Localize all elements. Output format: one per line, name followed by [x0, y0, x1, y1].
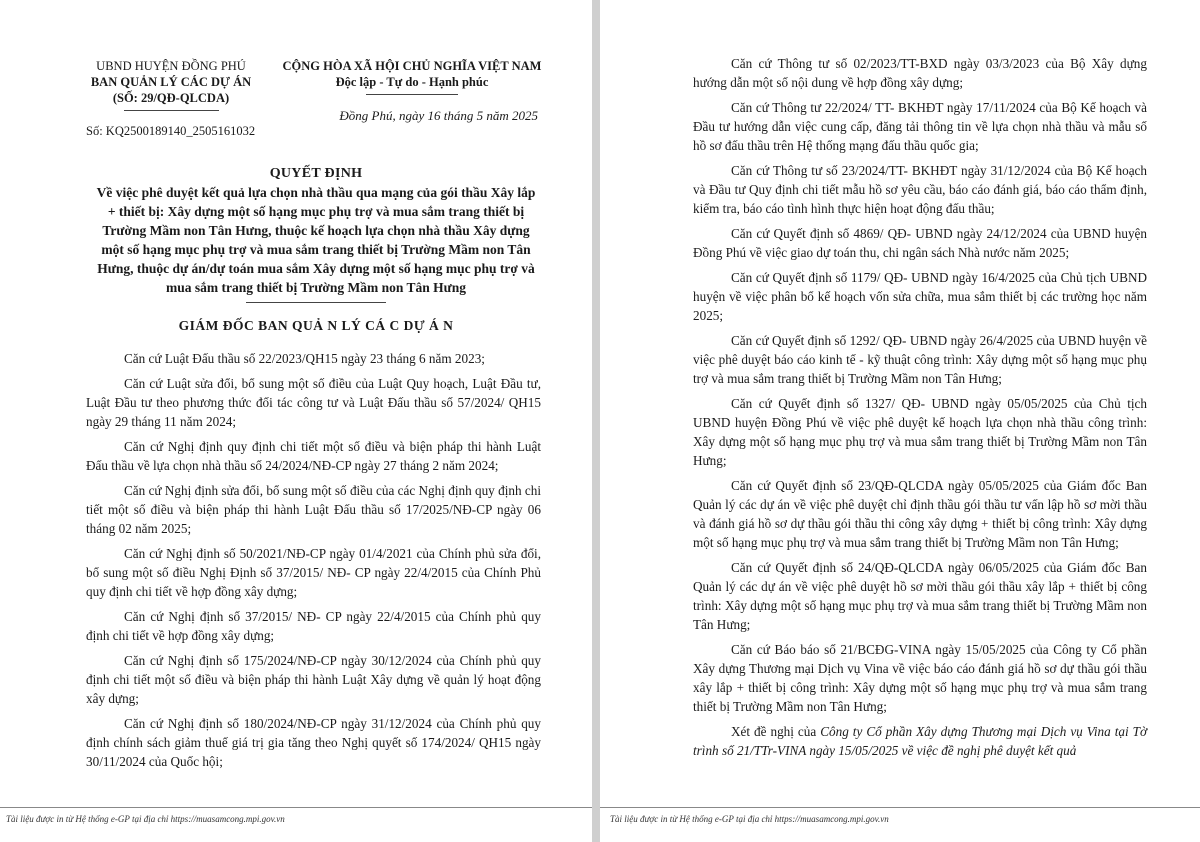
paragraph: Căn cứ Luật sửa đổi, bổ sung một số điều của Luật Quy hoạch, Luật Đầu tư, Luật Đầu tư theo phương thức đối tác công tư và Luật Đấu thầu số 57/2024/ QH15 ngày 29 tháng 11 năm 2024;	[86, 376, 541, 429]
paragraph: Căn cứ Nghị định sửa đổi, bổ sung một số điều của các Nghị định quy định chi tiết một số điều và biện pháp thi hành Luật Đấu thầu số 17/2025/NĐ-CP ngày 06 tháng 02 năm 2025;	[86, 483, 541, 536]
closing-paragraph	[693, 722, 1147, 760]
paragraph: Căn cứ Nghị định số 180/2024/NĐ-CP ngày 31/12/2024 của Chính phủ quy định chính sách giảm thuế giá trị gia tăng theo Nghị quyết số 174/2024/ QH15 ngày 30/11/2024 của Quốc hội;	[86, 716, 541, 769]
decision-subject: Về việc phê duyệt kết quả lựa chọn nhà thầu qua mạng của gói thầu Xây lắp + thiết bị: Xây dựng một số hạng mục phụ trợ và mua sắm trang thiết bị Trường Mầm non Tân Hưng, thuộc kế hoạch lựa chọn nhà thầu Xây dựng một số hạng mục phụ trợ và mua sắm trang thiết bị Trường Mầm non Tân Hưng, thuộc dự án/dự toán mua sắm Xây dựng một số hạng mục phụ trợ và mua sắm trang thiết bị Trường Mầm non Tân Hưng	[96, 185, 536, 295]
footer-divider	[0, 807, 592, 808]
decision-heading: QUYẾT ĐỊNH	[269, 166, 363, 181]
nation-line-2: Độc lập - Tự do - Hạnh phúc	[335, 75, 489, 89]
paragraph: Căn cứ Quyết định số 1292/ QĐ- UBND ngày 26/4/2025 của UBND huyện về việc phê duyệt báo cáo kinh tế - kỹ thuật công trình: Xây dựng một số hạng mục phụ trợ và mua sắm trang thiết bị Trường Mầm non Tân Hưng;	[693, 333, 1147, 386]
paragraph: Căn cứ Nghị định số 37/2015/ NĐ- CP ngày 22/4/2015 của Chính phủ quy định chi tiết về hợp đồng xây dựng;	[86, 609, 541, 643]
page-gutter	[592, 0, 600, 842]
paragraph: Căn cứ Quyết định số 1179/ QĐ- UBND ngày 16/4/2025 của Chủ tịch UBND huyện về việc phân bổ kế hoạch vốn sửa chữa, mua sắm thiết bị các trường học năm 2025;	[693, 270, 1147, 323]
agency-line-2: BAN QUẢN LÝ CÁC DỰ ÁN	[90, 75, 252, 89]
paragraph: Căn cứ Luật Đấu thầu số 22/2023/QH15 ngày 23 tháng 6 năm 2023;	[124, 351, 485, 366]
closing-prefix: Xét đề nghị của	[731, 724, 821, 739]
paragraph: Căn cứ Thông tư 22/2024/ TT- BKHĐT ngày 17/11/2024 của Bộ Kế hoạch và Đầu tư hướng dẫn việc cung cấp, đăng tải thông tin về lựa chọn nhà thầu và mẫu số hồ sơ đấu thầu trên Hệ thống mạng đấu thầu quốc gia;	[693, 100, 1147, 153]
page-footer: Tài liệu được in từ Hệ thống e-GP tại địa chỉ https://muasamcong.mpi.gov.vn	[610, 814, 889, 824]
title-rule	[246, 302, 386, 303]
date-line: Đồng Phú, ngày 16 tháng 5 năm 2025	[339, 108, 538, 123]
paragraph: Căn cứ Nghị định số 50/2021/NĐ-CP ngày 01/4/2021 của Chính phủ sửa đổi, bổ sung một số điều Nghị Định số 37/2015/ NĐ- CP ngày 22/4/2015 của Chính Phủ quy định chi tiết về hợp đồng xây dựng;	[86, 546, 541, 599]
agency-line-3: (SỐ: 29/QĐ-QLCDA)	[112, 91, 230, 105]
page-footer: Tài liệu được in từ Hệ thống e-GP tại địa chỉ https://muasamcong.mpi.gov.vn	[6, 814, 285, 824]
footer-divider	[600, 807, 1200, 808]
nation-rule	[366, 94, 458, 95]
agency-header	[86, 58, 256, 111]
agency-rule	[124, 110, 219, 111]
paragraph: Căn cứ Nghị định quy định chi tiết một số điều và biện pháp thi hành Luật Đấu thầu về lựa chọn nhà thầu số 24/2024/NĐ-CP ngày 27 tháng 2 năm 2024;	[86, 439, 541, 473]
right-body	[693, 54, 1147, 766]
nation-header	[262, 58, 562, 95]
agency-line-1: UBND HUYỆN ĐỒNG PHÚ	[96, 59, 246, 73]
director-heading: GIÁM ĐỐC BAN QUẢ N LÝ CÁ C DỰ Á N	[178, 318, 454, 333]
left-body	[86, 349, 541, 777]
closing-italic: Công ty Cổ phần Xây dựng Thương mại Dịch vụ Vina tại Tờ trình số 21/TTr-VINA ngày 15/05/2025 về việc đề nghị phê duyệt kết quả	[693, 724, 1147, 758]
nation-line-1: CỘNG HÒA XÃ HỘI CHỦ NGHĨA VIỆT NAM	[282, 59, 542, 73]
paragraph: Căn cứ Quyết định số 4869/ QĐ- UBND ngày 24/12/2024 của UBND huyện Đồng Phú về việc giao dự toán thu, chi ngân sách Nhà nước năm 2025;	[693, 226, 1147, 260]
paragraph: Căn cứ Quyết định số 24/QĐ-QLCDA ngày 06/05/2025 của Giám đốc Ban Quản lý các dự án về việc phê duyệt hồ sơ mời thầu gói thầu xây lắp + thiết bị công trình: Xây dựng một số hạng mục phụ trợ và mua sắm trang thiết bị Trường Mầm non Tân Hưng;	[693, 560, 1147, 632]
paragraph: Căn cứ Thông tư số 02/2023/TT-BXD ngày 03/3/2023 của Bộ Xây dựng hướng dẫn một số nội dung về hợp đồng xây dựng;	[693, 56, 1147, 90]
document-number: Số: KQ2500189140_2505161032	[86, 124, 256, 138]
paragraph: Căn cứ Nghị định số 175/2024/NĐ-CP ngày 30/12/2024 của Chính phủ quy định chi tiết một số điều và biện pháp thi hành Luật Xây dựng về quản lý hoạt động xây dựng;	[86, 653, 541, 706]
paragraph: Căn cứ Thông tư số 23/2024/TT- BKHĐT ngày 31/12/2024 của Bộ Kế hoạch và Đầu tư Quy định chi tiết mẫu hồ sơ yêu cầu, báo cáo đánh giá, báo cáo thẩm định, kiểm tra, báo cáo tình hình thực hiện hoạt động đấu thầu;	[693, 163, 1147, 216]
paragraph: Căn cứ Quyết định số 1327/ QĐ- UBND ngày 05/05/2025 của Chủ tịch UBND huyện Đồng Phú về việc phê duyệt kế hoạch lựa chọn nhà thầu công trình: Xây dựng một số hạng mục phụ trợ và mua sắm trang thiết bị Trường Mầm non Tân Hưng;	[693, 396, 1147, 468]
page-1	[0, 0, 592, 842]
paragraph: Căn cứ Báo báo số 21/BCĐG-VINA ngày 15/05/2025 của Công ty Cổ phần Xây dựng Thương mại Dịch vụ Vina về việc báo cáo đánh giá hồ sơ dự thầu gói thầu xây lắp + thiết bị công trình: Xây dựng một số hạng mục phụ trợ và mua sắm trang thiết bị Trường Mầm non Tân Hưng;	[693, 642, 1147, 714]
decision-title	[96, 164, 536, 303]
paragraph: Căn cứ Quyết định số 23/QĐ-QLCDA ngày 05/05/2025 của Giám đốc Ban Quản lý các dự án về việc phê duyệt chỉ định thầu gói thầu tư vấn lập hồ sơ mời thầu và đánh giá hồ sơ dự thầu gói thầu thi công xây dựng + thiết bị công trình: Xây dựng một số hạng mục phụ trợ và mua sắm trang thiết bị Trường Mầm non Tân Hưng;	[693, 478, 1147, 550]
